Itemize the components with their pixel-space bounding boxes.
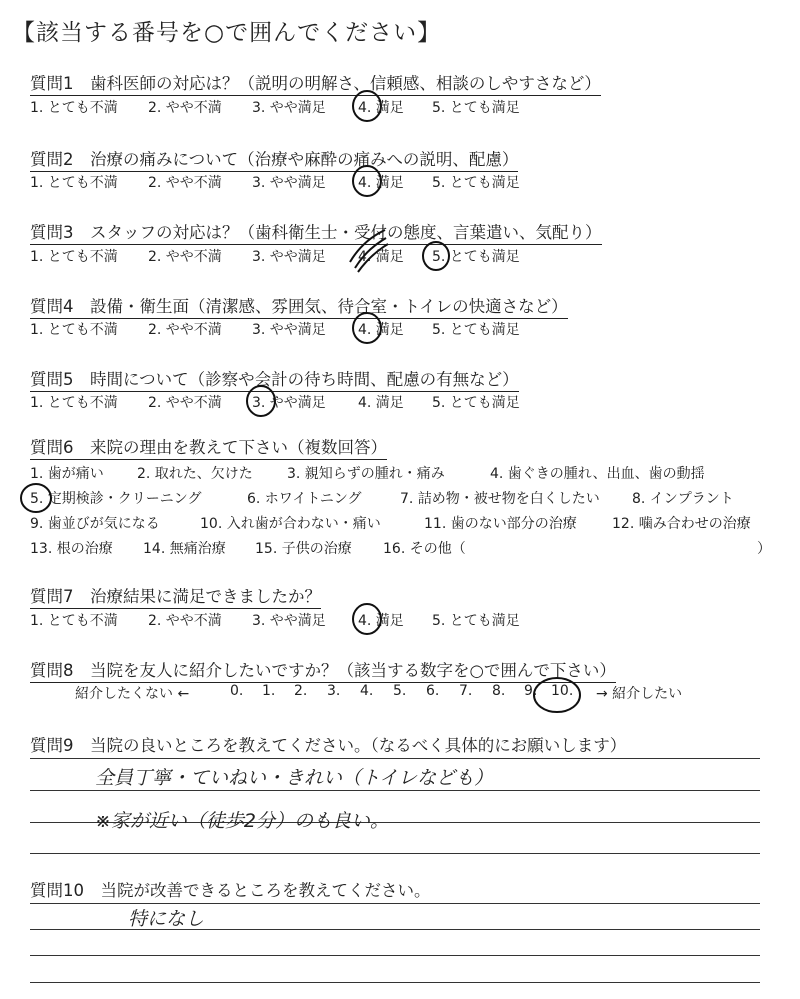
question-3-label: 質問3 スタッフの対応は？（歯科衛生士・受付の態度、言葉遣い、気配り） xyxy=(30,219,602,245)
option-5[interactable]: 5. とても満足 xyxy=(432,249,520,265)
option-2[interactable]: 2. やや不満 xyxy=(148,249,222,265)
question-7-label: 質問7 治療結果に満足できましたか？ xyxy=(30,583,321,609)
option-4[interactable]: 4. 満足 xyxy=(358,395,404,411)
scale-right-label: → 紹介したい xyxy=(596,686,683,702)
option-2[interactable]: 2. やや不満 xyxy=(148,613,222,629)
scale-6[interactable]: 6. xyxy=(426,683,440,699)
option-2[interactable]: 2. やや不満 xyxy=(148,322,222,338)
option-1[interactable]: 1. とても不満 xyxy=(30,395,118,411)
reason-6[interactable]: 6. ホワイトニング xyxy=(247,491,362,507)
reason-15[interactable]: 15. 子供の治療 xyxy=(255,541,352,557)
question-2-label: 質問2 治療の痛みについて（治療や麻酔の痛みへの説明、配慮） xyxy=(30,146,518,172)
scale-7[interactable]: 7. xyxy=(459,683,473,699)
option-2[interactable]: 2. やや不満 xyxy=(148,175,222,191)
reason-10[interactable]: 10. 入れ歯が合わない・痛い xyxy=(200,516,381,532)
option-5[interactable]: 5. とても満足 xyxy=(432,322,520,338)
question-10-label: 質問10 当院が改善できるところを教えてください。 xyxy=(30,881,431,900)
answer-line xyxy=(30,982,760,983)
option-1[interactable]: 1. とても不満 xyxy=(30,613,118,629)
reason-13[interactable]: 13. 根の治療 xyxy=(30,541,113,557)
reason-12[interactable]: 12. 噛み合わせの治療 xyxy=(612,516,751,532)
scale-4[interactable]: 4. xyxy=(360,683,374,699)
scale-9[interactable]: 9. xyxy=(524,683,538,699)
question-4-label: 質問4 設備・衛生面（清潔感、雰囲気、待合室・トイレの快適さなど） xyxy=(30,293,568,319)
option-5[interactable]: 5. とても満足 xyxy=(432,175,520,191)
scale-1[interactable]: 1. xyxy=(262,683,276,699)
scale-8[interactable]: 8. xyxy=(492,683,506,699)
option-4[interactable]: 4. 満足 xyxy=(358,613,404,629)
page-title: 【該当する番号を○で囲んでください】 xyxy=(12,20,442,46)
scale-3[interactable]: 3. xyxy=(327,683,341,699)
option-1[interactable]: 1. とても不満 xyxy=(30,175,118,191)
scale-0[interactable]: 0. xyxy=(230,683,244,699)
option-3[interactable]: 3. やや満足 xyxy=(252,175,326,191)
reason-16[interactable]: 16. その他（ xyxy=(383,541,466,557)
question-8-label: 質問8 当院を友人に紹介したいですか？（該当する数字を○で囲んで下さい） xyxy=(30,657,616,683)
reason-11[interactable]: 11. 歯のない部分の治療 xyxy=(424,516,577,532)
option-4[interactable]: 4. 満足 xyxy=(358,175,404,191)
question-6-label: 質問6 来院の理由を教えて下さい（複数回答） xyxy=(30,434,387,460)
reason-3[interactable]: 3. 親知らずの腫れ・痛み xyxy=(287,466,445,482)
option-4[interactable]: 4. 満足 xyxy=(358,249,404,265)
reason-2[interactable]: 2. 取れた、欠けた xyxy=(137,466,253,482)
reason-7[interactable]: 7. 詰め物・被せ物を白くしたい xyxy=(400,491,600,507)
option-1[interactable]: 1. とても不満 xyxy=(30,322,118,338)
scale-10[interactable]: 10. xyxy=(551,683,574,699)
reason-4[interactable]: 4. 歯ぐきの腫れ、出血、歯の動揺 xyxy=(490,466,705,482)
option-3[interactable]: 3. やや満足 xyxy=(252,395,326,411)
option-1[interactable]: 1. とても不満 xyxy=(30,100,118,116)
option-2[interactable]: 2. やや不満 xyxy=(148,395,222,411)
scale-5[interactable]: 5. xyxy=(393,683,407,699)
answer-line xyxy=(30,955,760,956)
option-3[interactable]: 3. やや満足 xyxy=(252,249,326,265)
option-5[interactable]: 5. とても満足 xyxy=(432,613,520,629)
reason-14[interactable]: 14. 無痛治療 xyxy=(143,541,226,557)
scale-2[interactable]: 2. xyxy=(294,683,308,699)
scale-left-label: 紹介したくない ← xyxy=(75,686,190,702)
q10-handwritten-answer-line1[interactable]: 特になし xyxy=(128,908,205,930)
question-1-label: 質問1 歯科医師の対応は？（説明の明解さ、信頼感、相談のしやすさなど） xyxy=(30,70,601,96)
reason-5[interactable]: 5. 定期検診・クリーニング xyxy=(30,491,202,507)
option-2[interactable]: 2. やや不満 xyxy=(148,100,222,116)
answer-line xyxy=(30,790,760,791)
option-5[interactable]: 5. とても満足 xyxy=(432,395,520,411)
option-1[interactable]: 1. とても不満 xyxy=(30,249,118,265)
option-4[interactable]: 4. 満足 xyxy=(358,322,404,338)
option-3[interactable]: 3. やや満足 xyxy=(252,613,326,629)
reason-9[interactable]: 9. 歯並びが気になる xyxy=(30,516,160,532)
option-5[interactable]: 5. とても満足 xyxy=(432,100,520,116)
q9-handwritten-answer-line1[interactable]: 全員丁寧・ていねい・きれい（トイレなども） xyxy=(95,767,494,789)
reason-8[interactable]: 8. インプラント xyxy=(632,491,734,507)
answer-line xyxy=(30,758,760,759)
question-9-label: 質問9 当院の良いところを教えてください。（なるべく具体的にお願いします） xyxy=(30,736,627,755)
question-5-label: 質問5 時間について（診察や会計の待ち時間、配慮の有無など） xyxy=(30,366,519,392)
option-3[interactable]: 3. やや満足 xyxy=(252,100,326,116)
option-4[interactable]: 4. 満足 xyxy=(358,100,404,116)
reason-16-close: ） xyxy=(757,541,771,557)
option-3[interactable]: 3. やや満足 xyxy=(252,322,326,338)
q9-handwritten-answer-line2[interactable]: ※家が近い（徒歩2分）のも良い。 xyxy=(95,810,390,832)
reason-1[interactable]: 1. 歯が痛い xyxy=(30,466,104,482)
answer-line xyxy=(30,853,760,854)
